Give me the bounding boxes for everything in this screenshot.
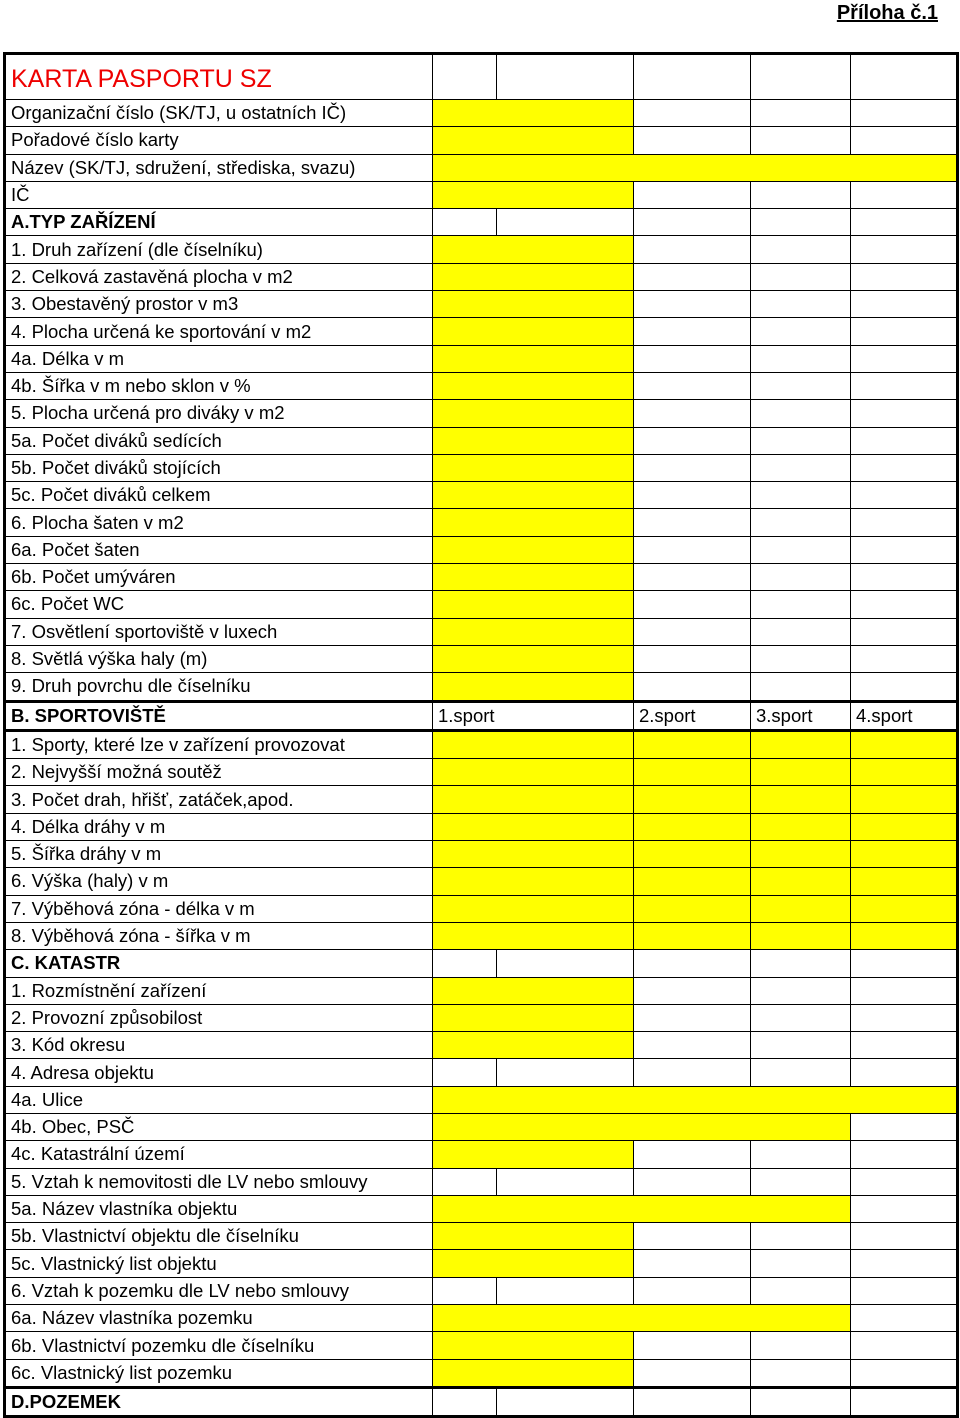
field-label: 7. Výběhová zóna - délka v m: [5, 895, 433, 922]
table-row: [5, 54, 958, 100]
table-row: [5, 673, 958, 701]
table-row: [5, 1277, 958, 1304]
empty-cell: [751, 345, 851, 372]
input-cell[interactable]: [433, 813, 634, 840]
input-cell[interactable]: [433, 454, 634, 481]
empty-cell: [851, 291, 958, 318]
input-cell[interactable]: [433, 181, 634, 208]
input-cell[interactable]: [634, 786, 751, 813]
sport-column-header: 4.sport: [851, 701, 958, 730]
empty-cell: [751, 977, 851, 1004]
empty-cell: [433, 1387, 497, 1416]
input-cell[interactable]: [433, 895, 634, 922]
empty-cell: [634, 291, 751, 318]
empty-cell: [851, 673, 958, 701]
table-row: [5, 236, 958, 263]
empty-cell: [634, 100, 751, 127]
empty-cell: [634, 1059, 751, 1086]
empty-cell: [851, 482, 958, 509]
empty-cell: [751, 181, 851, 208]
input-cell[interactable]: [433, 127, 634, 154]
empty-cell: [851, 564, 958, 591]
empty-cell: [751, 400, 851, 427]
input-cell[interactable]: [433, 841, 634, 868]
table-row: [5, 1332, 958, 1359]
input-cell[interactable]: [851, 786, 958, 813]
field-label: 8. Výběhová zóna - šířka v m: [5, 922, 433, 949]
empty-cell: [851, 427, 958, 454]
table-row: [5, 181, 958, 208]
empty-cell: [851, 400, 958, 427]
header-field-label: Název (SK/TJ, sdružení, střediska, svazu): [5, 154, 433, 181]
field-label: 9. Druh povrchu dle číselníku: [5, 673, 433, 701]
input-cell[interactable]: [433, 318, 634, 345]
field-label: 4. Délka dráhy v m: [5, 813, 433, 840]
empty-cell: [634, 400, 751, 427]
field-label: 6. Výška (haly) v m: [5, 868, 433, 895]
input-cell[interactable]: [433, 1332, 634, 1359]
empty-cell: [634, 536, 751, 563]
field-label: 5c. Počet diváků celkem: [5, 482, 433, 509]
table-row: [5, 1141, 958, 1168]
table-row: [5, 868, 958, 895]
field-label: 2. Nejvyšší možná soutěž: [5, 759, 433, 786]
empty-cell: [634, 236, 751, 263]
empty-cell: [851, 1113, 958, 1140]
empty-cell: [851, 1141, 958, 1168]
empty-cell: [751, 1141, 851, 1168]
empty-cell: [634, 318, 751, 345]
field-label: 7. Osvětlení sportoviště v luxech: [5, 618, 433, 645]
header-field-label: IČ: [5, 181, 433, 208]
input-cell[interactable]: [433, 1086, 958, 1113]
empty-cell: [433, 950, 497, 977]
empty-cell: [751, 673, 851, 701]
table-row: [5, 1032, 958, 1059]
empty-cell: [634, 1250, 751, 1277]
empty-cell: [634, 1359, 751, 1387]
field-label: 3. Kód okresu: [5, 1032, 433, 1059]
empty-cell: [751, 509, 851, 536]
empty-cell: [751, 482, 851, 509]
empty-cell: [433, 1168, 497, 1195]
field-label: 5. Šířka dráhy v m: [5, 841, 433, 868]
sport-column-header: 1.sport: [433, 701, 634, 730]
table-row: [5, 1250, 958, 1277]
empty-cell: [634, 482, 751, 509]
empty-cell: [851, 236, 958, 263]
empty-cell: [751, 1359, 851, 1387]
table-row: [5, 536, 958, 563]
empty-cell: [634, 977, 751, 1004]
form-title: KARTA PASPORTU SZ: [5, 54, 433, 100]
empty-cell: [433, 1277, 497, 1304]
field-label: 5. Vztah k nemovitosti dle LV nebo smlouvy: [5, 1168, 433, 1195]
empty-cell: [851, 263, 958, 290]
field-label: 4b. Obec, PSČ: [5, 1113, 433, 1140]
empty-cell: [751, 1059, 851, 1086]
empty-cell: [851, 1305, 958, 1332]
input-cell[interactable]: [634, 922, 751, 949]
empty-cell: [634, 1223, 751, 1250]
field-label: 4. Adresa objektu: [5, 1059, 433, 1086]
field-label: 6. Vztah k pozemku dle LV nebo smlouvy: [5, 1277, 433, 1304]
annex-label: Příloha č.1: [836, 2, 938, 24]
field-label: 2. Celková zastavěná plocha v m2: [5, 263, 433, 290]
table-row: [5, 895, 958, 922]
input-cell[interactable]: [634, 895, 751, 922]
empty-cell: [751, 291, 851, 318]
field-label: 6. Plocha šaten v m2: [5, 509, 433, 536]
empty-cell: [851, 1250, 958, 1277]
table-row: [5, 291, 958, 318]
field-label: 4a. Délka v m: [5, 345, 433, 372]
input-cell[interactable]: [851, 868, 958, 895]
empty-cell: [751, 1032, 851, 1059]
empty-cell: [851, 950, 958, 977]
input-cell[interactable]: [433, 1032, 634, 1059]
empty-cell: [851, 372, 958, 399]
empty-cell: [497, 209, 634, 236]
empty-cell: [751, 1168, 851, 1195]
empty-cell: [851, 618, 958, 645]
input-cell[interactable]: [751, 813, 851, 840]
table-row: [5, 1086, 958, 1113]
empty-cell: [433, 54, 497, 100]
table-row: [5, 618, 958, 645]
table-row: [5, 1195, 958, 1222]
empty-cell: [751, 1277, 851, 1304]
input-cell[interactable]: [433, 400, 634, 427]
field-label: 6a. Počet šaten: [5, 536, 433, 563]
empty-cell: [634, 127, 751, 154]
table-row: [5, 841, 958, 868]
table-row: [5, 372, 958, 399]
table-row: [5, 1113, 958, 1140]
empty-cell: [751, 127, 851, 154]
input-cell[interactable]: [433, 564, 634, 591]
empty-cell: [433, 209, 497, 236]
empty-cell: [851, 1004, 958, 1031]
input-cell[interactable]: [634, 730, 751, 758]
empty-cell: [851, 181, 958, 208]
empty-cell: [497, 1387, 634, 1416]
empty-cell: [851, 1277, 958, 1304]
empty-cell: [851, 591, 958, 618]
empty-cell: [851, 1059, 958, 1086]
empty-cell: [851, 977, 958, 1004]
empty-cell: [634, 345, 751, 372]
empty-cell: [634, 591, 751, 618]
table-row: [5, 950, 958, 977]
empty-cell: [851, 1332, 958, 1359]
empty-cell: [634, 54, 751, 100]
field-label: 6c. Vlastnický list pozemku: [5, 1359, 433, 1387]
input-cell[interactable]: [433, 427, 634, 454]
input-cell[interactable]: [433, 1359, 634, 1387]
input-cell[interactable]: [433, 291, 634, 318]
input-cell[interactable]: [433, 100, 634, 127]
field-label: 5c. Vlastnický list objektu: [5, 1250, 433, 1277]
empty-cell: [851, 209, 958, 236]
empty-cell: [851, 1032, 958, 1059]
input-cell[interactable]: [433, 868, 634, 895]
input-cell[interactable]: [433, 154, 958, 181]
input-cell[interactable]: [851, 730, 958, 758]
empty-cell: [751, 318, 851, 345]
field-label: 3. Počet drah, hřišť, zatáček,apod.: [5, 786, 433, 813]
empty-cell: [851, 509, 958, 536]
table-row: [5, 482, 958, 509]
empty-cell: [751, 564, 851, 591]
table-row: [5, 263, 958, 290]
input-cell[interactable]: [433, 977, 634, 1004]
input-cell[interactable]: [751, 841, 851, 868]
empty-cell: [634, 618, 751, 645]
input-cell[interactable]: [433, 482, 634, 509]
input-cell[interactable]: [433, 786, 634, 813]
input-cell[interactable]: [433, 645, 634, 672]
input-cell[interactable]: [433, 1250, 634, 1277]
input-cell[interactable]: [433, 673, 634, 701]
input-cell[interactable]: [851, 813, 958, 840]
input-cell[interactable]: [751, 922, 851, 949]
table-row: [5, 454, 958, 481]
input-cell[interactable]: [751, 895, 851, 922]
table-row: [5, 922, 958, 949]
field-label: 3. Obestavěný prostor v m3: [5, 291, 433, 318]
input-cell[interactable]: [634, 813, 751, 840]
empty-cell: [751, 454, 851, 481]
empty-cell: [433, 1059, 497, 1086]
input-cell[interactable]: [433, 509, 634, 536]
empty-cell: [634, 1277, 751, 1304]
input-cell[interactable]: [433, 263, 634, 290]
empty-cell: [751, 1223, 851, 1250]
empty-cell: [497, 1059, 634, 1086]
empty-cell: [634, 1141, 751, 1168]
table-row: [5, 345, 958, 372]
empty-cell: [751, 645, 851, 672]
section-a-title: A.TYP ZAŘÍZENÍ: [5, 209, 433, 236]
input-cell[interactable]: [433, 1195, 851, 1222]
field-label: 4c. Katastrální území: [5, 1141, 433, 1168]
empty-cell: [851, 1195, 958, 1222]
empty-cell: [851, 318, 958, 345]
empty-cell: [751, 372, 851, 399]
empty-cell: [634, 564, 751, 591]
input-cell[interactable]: [851, 895, 958, 922]
empty-cell: [634, 427, 751, 454]
input-cell[interactable]: [634, 868, 751, 895]
empty-cell: [851, 645, 958, 672]
passport-form-table: [3, 52, 959, 1418]
input-cell[interactable]: [433, 536, 634, 563]
input-cell[interactable]: [851, 759, 958, 786]
field-label: 4. Plocha určená ke sportování v m2: [5, 318, 433, 345]
input-cell[interactable]: [433, 372, 634, 399]
input-cell[interactable]: [433, 345, 634, 372]
empty-cell: [634, 1032, 751, 1059]
input-cell[interactable]: [433, 1223, 634, 1250]
section-b-title: B. SPORTOVIŠTĚ: [5, 701, 433, 730]
empty-cell: [751, 1250, 851, 1277]
table-row: [5, 645, 958, 672]
input-cell[interactable]: [851, 922, 958, 949]
empty-cell: [751, 1387, 851, 1416]
table-row: [5, 427, 958, 454]
empty-cell: [751, 209, 851, 236]
input-cell[interactable]: [433, 618, 634, 645]
input-cell[interactable]: [634, 759, 751, 786]
field-label: 5a. Počet diváků sedících: [5, 427, 433, 454]
empty-cell: [851, 1168, 958, 1195]
empty-cell: [751, 100, 851, 127]
section-d-title: D.POZEMEK: [5, 1387, 433, 1416]
empty-cell: [751, 54, 851, 100]
empty-cell: [851, 127, 958, 154]
empty-cell: [634, 181, 751, 208]
empty-cell: [851, 1359, 958, 1387]
empty-cell: [634, 509, 751, 536]
empty-cell: [497, 54, 634, 100]
input-cell[interactable]: [433, 236, 634, 263]
field-label: 5b. Vlastnictví objektu dle číselníku: [5, 1223, 433, 1250]
field-label: 1. Druh zařízení (dle číselníku): [5, 236, 433, 263]
empty-cell: [751, 1332, 851, 1359]
field-label: 6c. Počet WC: [5, 591, 433, 618]
sport-column-header: 2.sport: [634, 701, 751, 730]
empty-cell: [851, 536, 958, 563]
input-cell[interactable]: [751, 868, 851, 895]
empty-cell: [634, 950, 751, 977]
empty-cell: [851, 100, 958, 127]
input-cell[interactable]: [433, 1141, 634, 1168]
field-label: 5a. Název vlastníka objektu: [5, 1195, 433, 1222]
table-row: [5, 318, 958, 345]
empty-cell: [634, 263, 751, 290]
empty-cell: [751, 536, 851, 563]
table-row: [5, 209, 958, 236]
field-label: 5b. Počet diváků stojících: [5, 454, 433, 481]
section-c-title: C. KATASTR: [5, 950, 433, 977]
input-cell[interactable]: [433, 1113, 851, 1140]
table-row: [5, 813, 958, 840]
table-row: [5, 1004, 958, 1031]
empty-cell: [497, 1277, 634, 1304]
field-label: 2. Provozní způsobilost: [5, 1004, 433, 1031]
table-row: [5, 701, 958, 730]
field-label: 6a. Název vlastníka pozemku: [5, 1305, 433, 1332]
empty-cell: [634, 372, 751, 399]
empty-cell: [497, 1168, 634, 1195]
input-cell[interactable]: [751, 730, 851, 758]
field-label: 6b. Počet umýváren: [5, 564, 433, 591]
empty-cell: [497, 950, 634, 977]
table-row: [5, 400, 958, 427]
empty-cell: [634, 454, 751, 481]
empty-cell: [751, 236, 851, 263]
input-cell[interactable]: [433, 922, 634, 949]
empty-cell: [851, 454, 958, 481]
table-row: [5, 154, 958, 181]
empty-cell: [634, 673, 751, 701]
field-label: 6b. Vlastnictví pozemku dle číselníku: [5, 1332, 433, 1359]
empty-cell: [634, 645, 751, 672]
table-row: [5, 1168, 958, 1195]
empty-cell: [751, 950, 851, 977]
empty-cell: [751, 591, 851, 618]
empty-cell: [751, 1004, 851, 1031]
table-row: [5, 1305, 958, 1332]
empty-cell: [634, 1168, 751, 1195]
table-row: [5, 591, 958, 618]
input-cell[interactable]: [433, 730, 634, 758]
empty-cell: [851, 54, 958, 100]
field-label: 5. Plocha určená pro diváky v m2: [5, 400, 433, 427]
field-label: 4b. Šířka v m nebo sklon v %: [5, 372, 433, 399]
table-row: [5, 509, 958, 536]
table-row: [5, 1359, 958, 1387]
header-field-label: Organizační číslo (SK/TJ, u ostatních IČ): [5, 100, 433, 127]
input-cell[interactable]: [433, 1305, 851, 1332]
input-cell[interactable]: [751, 786, 851, 813]
field-label: 1. Sporty, které lze v zařízení provozovat: [5, 730, 433, 758]
table-row: [5, 730, 958, 758]
table-row: [5, 127, 958, 154]
empty-cell: [851, 1387, 958, 1416]
header-field-label: Pořadové číslo karty: [5, 127, 433, 154]
sport-column-header: 3.sport: [751, 701, 851, 730]
empty-cell: [851, 345, 958, 372]
input-cell[interactable]: [851, 841, 958, 868]
input-cell[interactable]: [751, 759, 851, 786]
table-row: [5, 100, 958, 127]
table-row: [5, 1223, 958, 1250]
empty-cell: [851, 1223, 958, 1250]
table-row: [5, 786, 958, 813]
table-row: [5, 1059, 958, 1086]
empty-cell: [634, 1004, 751, 1031]
empty-cell: [751, 263, 851, 290]
input-cell[interactable]: [433, 759, 634, 786]
input-cell[interactable]: [433, 591, 634, 618]
input-cell[interactable]: [433, 1004, 634, 1031]
empty-cell: [634, 1332, 751, 1359]
empty-cell: [634, 1387, 751, 1416]
empty-cell: [751, 427, 851, 454]
empty-cell: [634, 209, 751, 236]
table-row: [5, 1387, 958, 1416]
field-label: 4a. Ulice: [5, 1086, 433, 1113]
empty-cell: [751, 618, 851, 645]
field-label: 8. Světlá výška haly (m): [5, 645, 433, 672]
table-row: [5, 977, 958, 1004]
field-label: 1. Rozmístnění zařízení: [5, 977, 433, 1004]
table-row: [5, 759, 958, 786]
input-cell[interactable]: [634, 841, 751, 868]
table-row: [5, 564, 958, 591]
